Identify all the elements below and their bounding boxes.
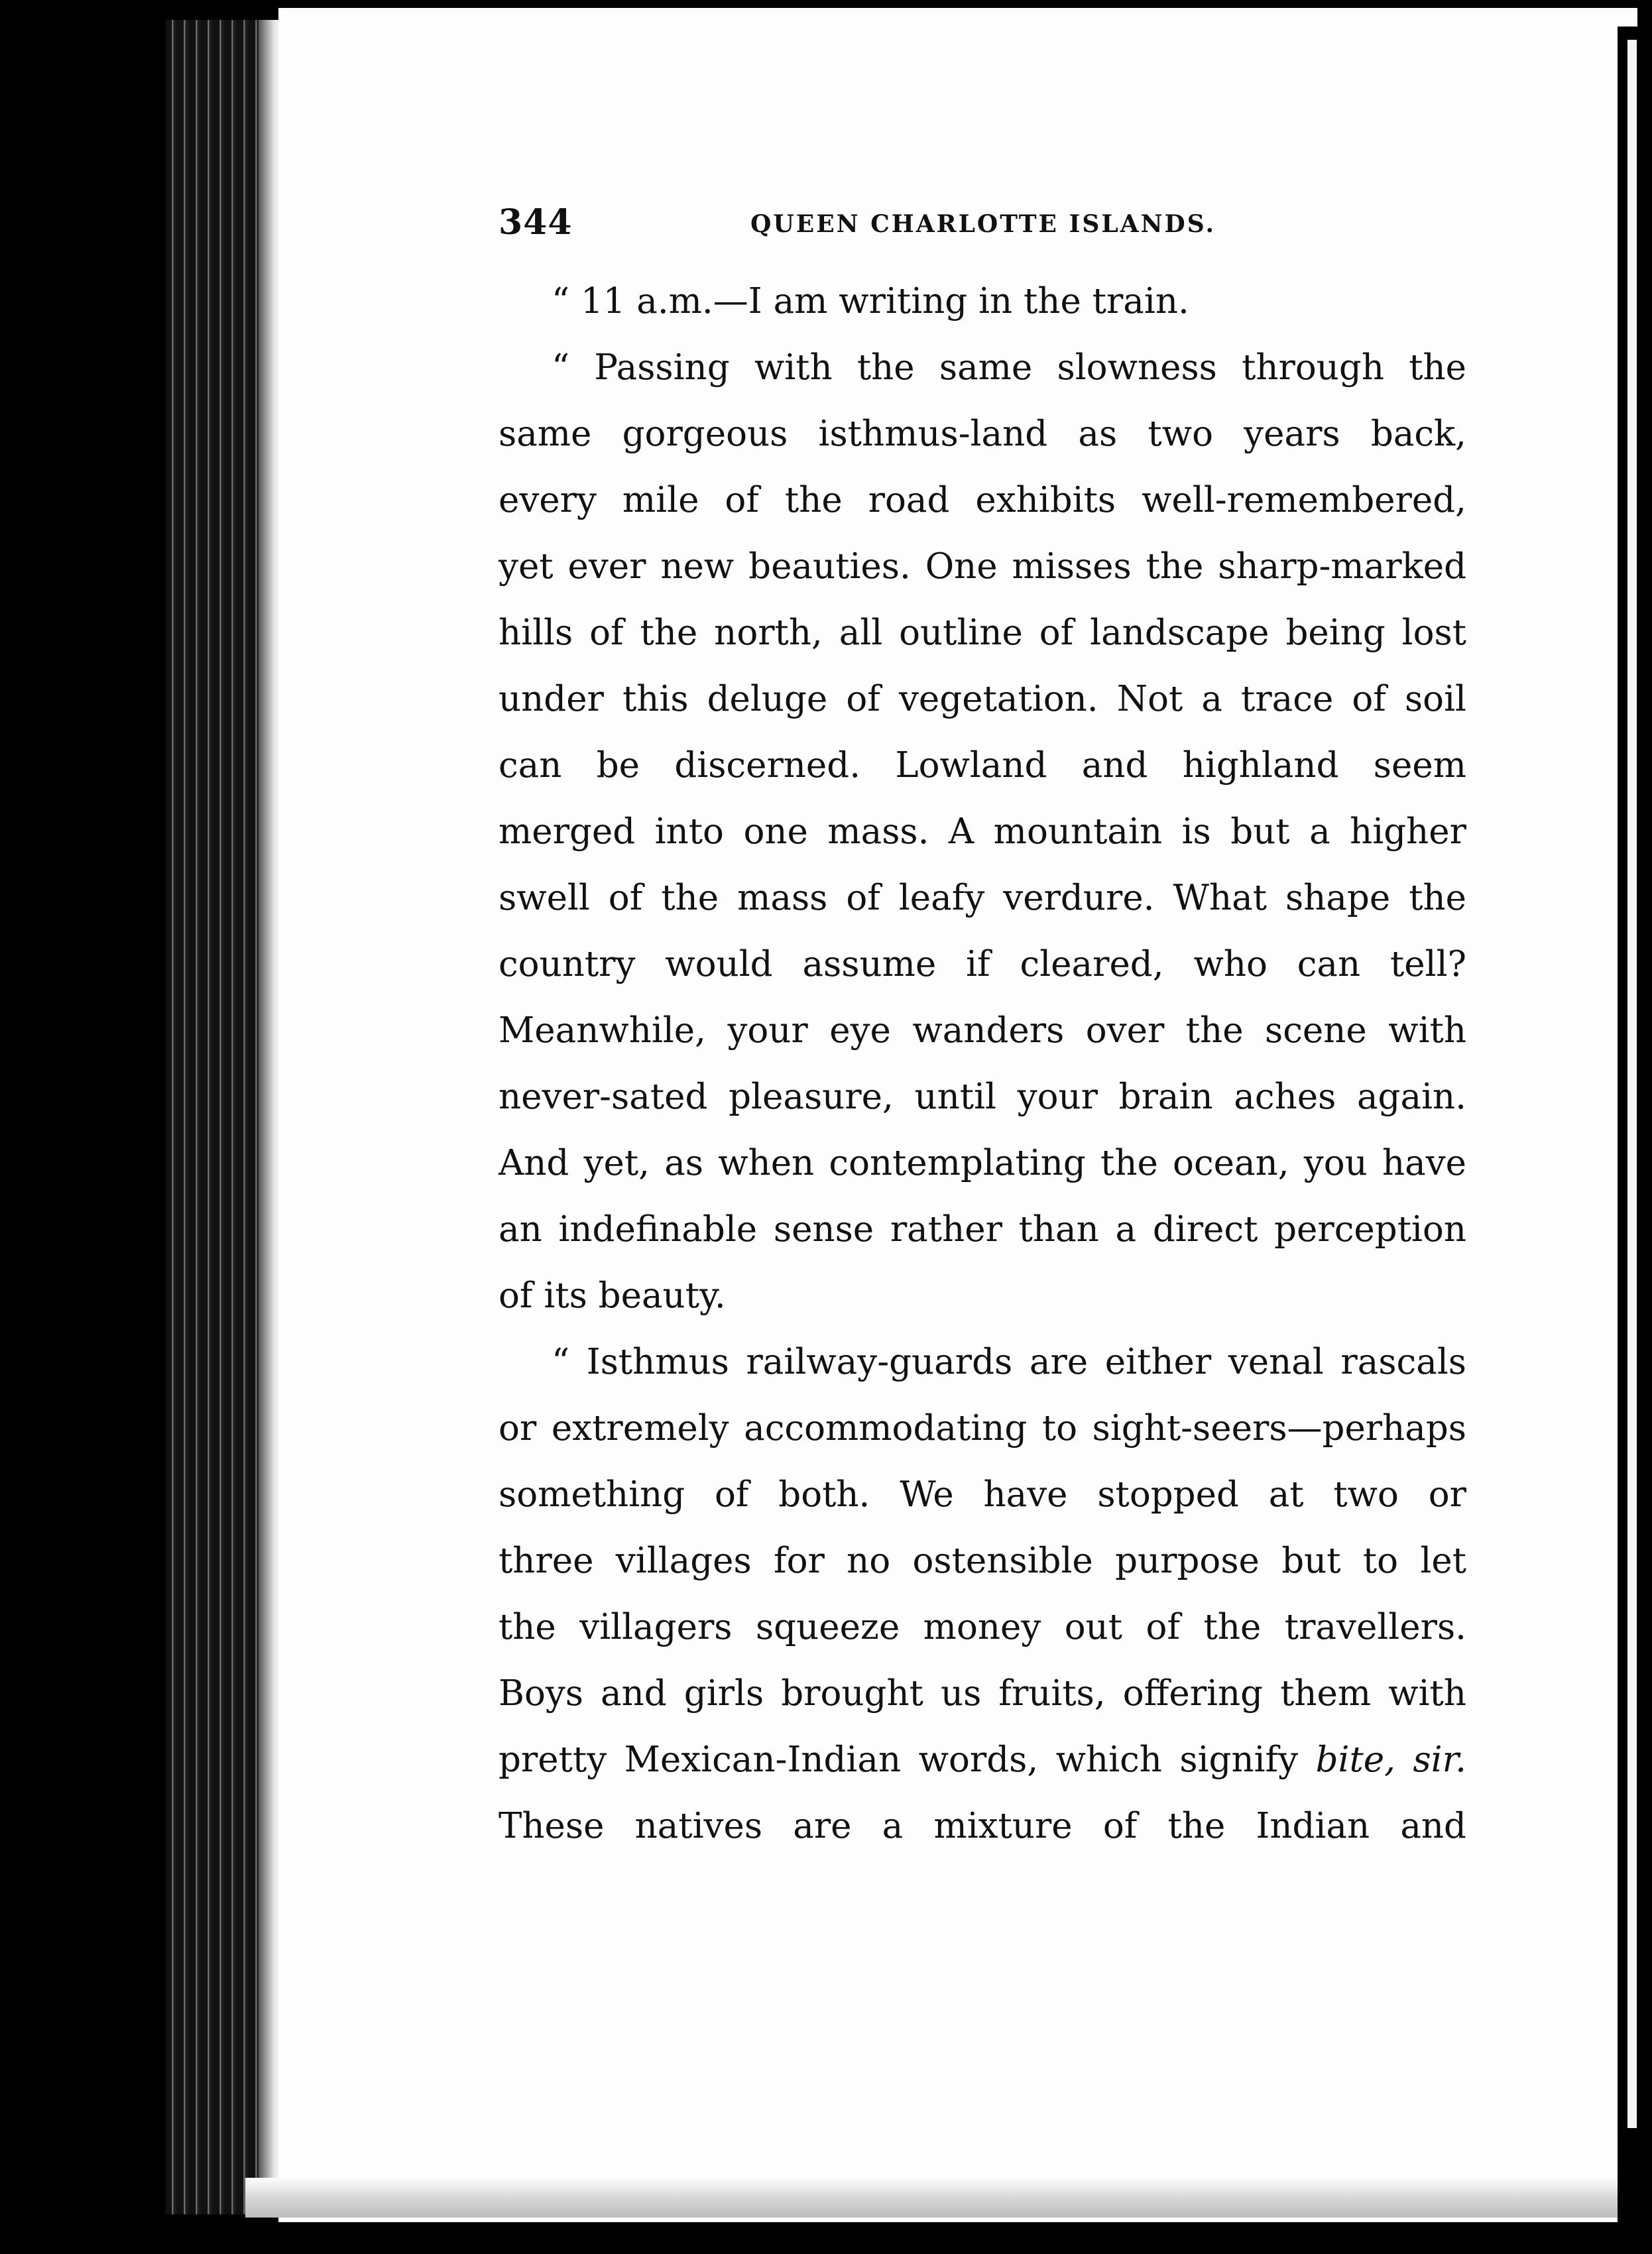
text-line: or extremely accommodating to sight-seers—perhaps	[499, 1408, 1466, 1449]
text-line: Meanwhile, your eye wanders over the scene with	[499, 1010, 1466, 1051]
line-text: pretty Mexican-Indian words, which signify	[499, 1740, 1299, 1780]
page-bottom-edge	[245, 2178, 1631, 2218]
paragraph-1	[499, 268, 1466, 335]
italic-word: sir.	[1413, 1740, 1466, 1780]
italic-word: bite,	[1315, 1740, 1395, 1780]
page-text-block	[499, 202, 1466, 1860]
text-line: three villages for no ostensible purpose but to let	[499, 1541, 1466, 1581]
paragraph-3	[499, 1329, 1466, 1860]
text-line: hills of the north, all outline of landscape being lost	[499, 613, 1466, 653]
text-line: swell of the mass of leafy verdure. What shape the	[499, 878, 1466, 918]
text-line: of its beauty.	[499, 1275, 726, 1316]
paragraph-2	[499, 335, 1466, 1329]
text-line: never-sated pleasure, until your brain aches again.	[499, 1077, 1466, 1117]
text-line: merged into one mass. A mountain is but a higher	[499, 811, 1466, 852]
text-line-with-italics	[499, 1727, 1466, 1793]
text-line: “ 11 a.m.—I am writing in the train.	[552, 281, 1189, 322]
text-line: yet ever new beauties. One misses the sharp-marked	[499, 546, 1466, 587]
text-line: under this deluge of vegetation. Not a trace of soil	[499, 679, 1466, 719]
text-line: same gorgeous isthmus-land as two years back,	[499, 414, 1466, 454]
text-line: something of both. We have stopped at two or	[499, 1474, 1466, 1515]
running-head: QUEEN CHARLOTTE ISLANDS.	[750, 210, 1216, 238]
page-number: 344	[499, 202, 573, 243]
facing-page-sliver	[1627, 40, 1637, 2128]
page-header	[499, 202, 1254, 268]
text-line: can be discerned. Lowland and highland seem	[499, 745, 1466, 786]
text-line: country would assume if cleared, who can tell?	[499, 944, 1466, 984]
text-line: And yet, as when contemplating the ocean, you have	[499, 1143, 1466, 1183]
text-line: every mile of the road exhibits well-remembered,	[499, 480, 1466, 520]
text-line: Boys and girls brought us fruits, offering them with	[499, 1673, 1466, 1714]
text-line: “ Passing with the same slowness through the	[552, 347, 1466, 388]
text-line: the villagers squeeze money out of the travellers.	[499, 1607, 1466, 1647]
text-line: These natives are a mixture of the Indian and	[499, 1806, 1466, 1846]
text-line: an indefinable sense rather than a direct perception	[499, 1209, 1466, 1250]
text-line: “ Isthmus railway-guards are either venal rascals	[552, 1342, 1466, 1382]
